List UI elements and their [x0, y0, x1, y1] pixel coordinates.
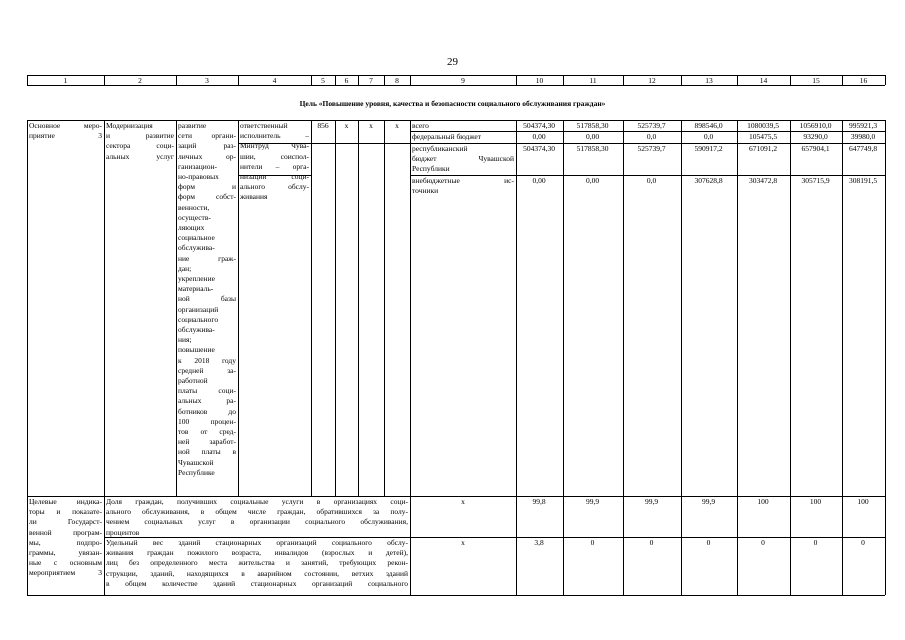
ministry-code: 856	[317, 121, 329, 130]
measure-description: тов от сред-	[178, 427, 236, 436]
measure-executors: исполнитель –	[240, 131, 309, 141]
funding-value: 590917,2	[694, 144, 723, 153]
measure-description: ной платы в	[178, 447, 236, 457]
column-divider	[238, 120, 239, 496]
indicator-value: 100	[857, 497, 869, 506]
header-column-number: 10	[535, 75, 544, 85]
column-divider	[335, 120, 336, 496]
page-number: 29	[447, 56, 458, 68]
section-code: х	[344, 121, 349, 130]
funding-source: бюджет Чувашской	[412, 154, 514, 164]
measure-description: ботников до	[178, 406, 236, 416]
indicator-mark: х	[461, 538, 465, 547]
measure-description: ния;	[178, 335, 192, 345]
funding-value: 39980,0	[850, 132, 876, 141]
header-column-divider	[885, 75, 886, 85]
indicator-value: 3,8	[534, 538, 544, 547]
measure-description: платы соци-	[178, 386, 236, 396]
indicators-label: венной програм-	[29, 527, 102, 537]
column-divider	[358, 120, 359, 496]
funding-value: 671091,2	[748, 144, 778, 153]
header-column-number: 12	[648, 75, 656, 85]
column-divider	[885, 120, 886, 595]
measure-description: ней заработ-	[178, 437, 236, 447]
goal-caption: Цель «Повышение уровня, качества и безопасности социального обслуживания граждан»	[299, 99, 606, 108]
indicator-mark: х	[461, 497, 465, 506]
funding-value: 1056910,0	[799, 121, 832, 130]
column-divider	[27, 120, 28, 595]
measure-description: укрепление	[178, 274, 215, 283]
indicator-text: Удельный вес зданий стационарных организаций социального обслу-	[106, 538, 408, 547]
measure-executors: ответственный	[240, 121, 288, 130]
funding-value: 307628,8	[694, 176, 723, 185]
indicator-value: 99,8	[532, 497, 546, 506]
funding-value: 517858,30	[576, 121, 609, 130]
header-column-number: 6	[344, 75, 349, 85]
funding-value: 657904,1	[801, 144, 830, 153]
funding-value: 308191,5	[848, 176, 878, 185]
funding-value: 105475,5	[748, 132, 778, 141]
funding-value: 647749,8	[848, 144, 878, 153]
measure-description: ние граж-	[178, 253, 236, 263]
header-column-number: 13	[705, 75, 713, 85]
indicator-text: живания граждан пожилого возраста, инвалидов (взрослых и детей),	[106, 548, 408, 558]
indicator-value: 99,9	[701, 497, 716, 506]
measure-description: обслужива-	[178, 243, 215, 253]
measure-description: осуществ-	[178, 212, 211, 222]
indicator-text: Доля граждан, получивших социальные услуги в организациях соци-	[106, 497, 408, 506]
column-divider	[737, 120, 738, 595]
header-column-number: 15	[812, 75, 820, 85]
header-column-number: 8	[395, 75, 399, 85]
measure-description: ганизацион-	[178, 161, 218, 171]
table-bottom-rule	[27, 595, 885, 596]
indicator-value: 0	[649, 538, 654, 547]
measure-description: но-правовых	[178, 172, 219, 181]
measure-title: альных услуг	[106, 151, 174, 161]
funding-value: 0,0	[646, 132, 657, 141]
expense-type-code: х	[395, 121, 399, 130]
indicator-value: 0	[813, 538, 818, 547]
measure-executors: живания	[240, 192, 268, 202]
measure-description: социального	[178, 314, 219, 324]
measure-executors: низации соци-	[240, 172, 309, 181]
indicators-label: Целевые индика-	[29, 497, 102, 506]
indicators-label: торы и показате-	[29, 507, 102, 517]
indicator-value: 0	[861, 538, 865, 547]
measure-description: материаль-	[178, 284, 214, 294]
header-column-number: 16	[859, 75, 868, 85]
indicator-text: лиц без определенного места жительства и занятий, требующих рекон-	[106, 558, 408, 568]
indicator-column-divider	[410, 496, 411, 595]
measure-description: работной	[178, 376, 208, 385]
indicator-text: чением социальных услуг в организации социального обслуживания,	[106, 517, 408, 527]
funding-value: 0,0	[646, 176, 657, 185]
measure-description: венности,	[178, 202, 210, 212]
header-column-number: 14	[759, 75, 768, 85]
indicator-value: 0	[706, 538, 711, 547]
funding-source: внебюджетные ис-	[412, 176, 514, 185]
measure-executors: ального обслу-	[240, 182, 309, 192]
column-divider	[311, 120, 312, 496]
indicators-label: ли Государст-	[29, 517, 102, 527]
funding-value: 995921,3	[848, 121, 878, 130]
indicators-label: ные с основным	[29, 558, 102, 568]
header-column-number: 3	[205, 75, 209, 85]
funding-value: 0,00	[532, 176, 546, 185]
measure-executors: Минтруд Чува-	[240, 141, 309, 151]
measure-description: форм и	[178, 182, 236, 192]
column-divider	[384, 120, 385, 496]
measure-description: Чувашской	[178, 457, 214, 467]
column-divider	[681, 120, 682, 595]
indicator-text: процентов	[106, 527, 140, 537]
measure-description: организаций	[178, 304, 219, 314]
header-column-number: 9	[461, 75, 465, 85]
funding-value: 504374,30	[523, 144, 555, 153]
indicator-value: 100	[757, 497, 769, 506]
indicator-value: 99,9	[644, 497, 659, 506]
column-divider	[563, 120, 564, 595]
funding-value: 0,00	[585, 132, 600, 141]
measure-number-label: приятие 3	[29, 131, 102, 141]
column-divider	[623, 120, 624, 595]
measure-title: и развитие	[106, 131, 174, 141]
measure-description: 100 процен-	[178, 416, 236, 426]
measure-description: к 2018 году	[178, 355, 236, 365]
funding-source: точники	[412, 186, 439, 196]
measure-description: ной базы	[178, 294, 236, 304]
funding-value: 517858,30	[576, 144, 609, 153]
column-divider	[842, 120, 843, 595]
funding-value: 504374,30	[523, 121, 555, 130]
funding-value: 525739,7	[637, 144, 666, 153]
funding-value: 0,0	[703, 132, 714, 141]
header-column-number: 7	[369, 75, 373, 85]
column-divider	[410, 120, 411, 496]
funding-value: 1080039,5	[747, 121, 779, 130]
header-column-number: 4	[272, 75, 277, 85]
header-column-number: 5	[321, 75, 325, 85]
indicator-value: 0	[761, 538, 765, 547]
funding-value: 305715,9	[801, 176, 830, 185]
funding-source: федеральный бюджет	[412, 132, 482, 141]
column-divider	[176, 120, 177, 496]
measure-description: ляющих	[178, 223, 205, 232]
header-column-number: 2	[138, 75, 142, 85]
funding-value: 898546,0	[694, 121, 723, 130]
indicator-value: 99,9	[585, 497, 600, 506]
measure-description: личных ор-	[178, 151, 236, 161]
measure-description: заций раз-	[178, 141, 236, 151]
measure-executors: нители – орга-	[240, 161, 309, 171]
indicators-label: мы, подпро-	[29, 537, 102, 547]
indicators-label: мероприятием 3	[29, 568, 102, 578]
header-column-number: 11	[589, 75, 597, 85]
funding-source: Республики	[412, 164, 450, 174]
funding-value: 93290,0	[803, 132, 828, 141]
measure-description: дан;	[178, 263, 192, 273]
measure-description: средней за-	[178, 365, 236, 375]
indicator-value: 0	[590, 538, 595, 547]
measure-description: повышение	[178, 345, 215, 355]
measure-description: сети органи-	[178, 131, 236, 141]
header-column-number: 1	[63, 75, 68, 85]
column-divider	[790, 120, 791, 595]
funding-source: всего	[412, 121, 429, 130]
indicator-text: ального обслуживания, в общем числе граждан, обратившихся за полу-	[106, 507, 408, 517]
measure-description: Республике	[178, 467, 215, 477]
measure-title: Модернизация	[106, 121, 153, 130]
measure-description: социальное	[178, 233, 215, 243]
funding-value: 303472,8	[748, 176, 778, 185]
target-article-code: х	[369, 121, 373, 130]
column-divider	[104, 120, 105, 595]
funding-value: 0,00	[585, 176, 600, 185]
measure-description: альных ра-	[178, 396, 236, 406]
indicator-value: 100	[809, 497, 822, 506]
measure-number-label: Основное меро-	[29, 121, 102, 130]
indicator-text: в общем количестве зданий стационарных организаций социального	[106, 578, 408, 588]
measure-description: форм собст-	[178, 192, 236, 202]
funding-source: республиканский	[412, 144, 468, 153]
funding-value: 525739,7	[637, 121, 666, 130]
measure-description: обслужива-	[178, 325, 215, 334]
indicators-label: граммы, увязан-	[29, 548, 102, 557]
indicator-text: струкции, зданий, находящихся в аварийном состоянии, ветхих зданий	[106, 568, 408, 578]
measure-title: сектора соци-	[106, 141, 174, 151]
funding-value: 0,00	[532, 132, 546, 141]
column-divider	[516, 120, 517, 595]
measure-executors: шии, соиспол-	[240, 151, 309, 161]
measure-description: развитие	[178, 121, 207, 130]
